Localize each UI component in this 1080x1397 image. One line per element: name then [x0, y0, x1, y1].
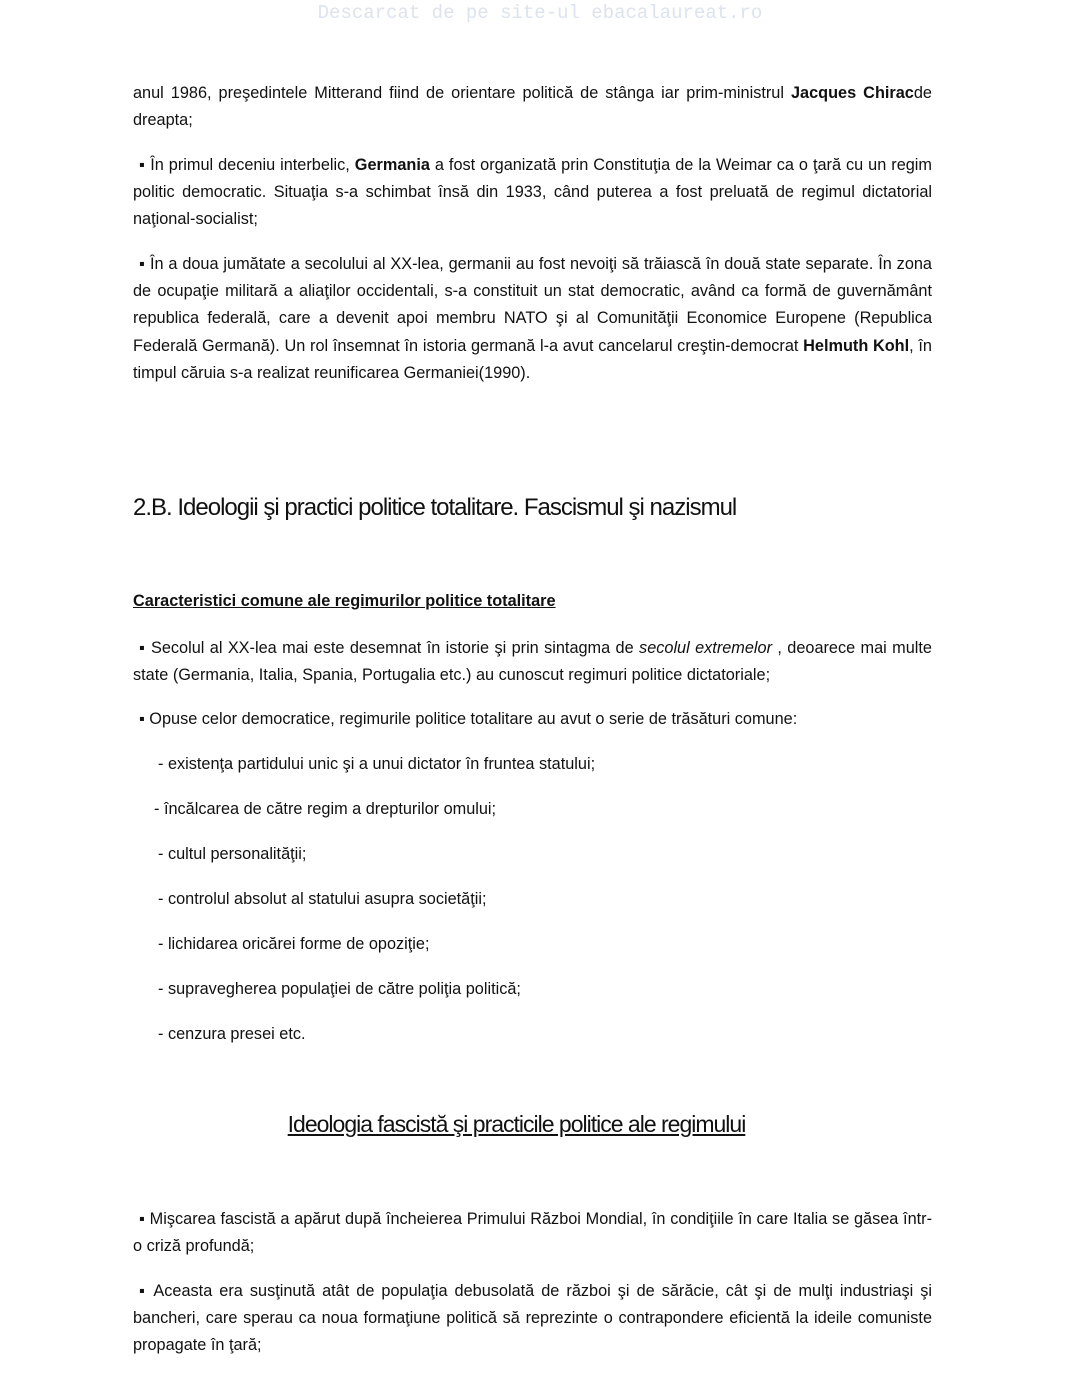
text: ▪ În primul deceniu interbelic, [139, 156, 355, 174]
bold-name: Jacques Chirac [791, 84, 914, 102]
text: ▪ În a doua jumătate a secolului al XX-lea, germanii au fost nevoiţi să trăiască în două state separate. În zona de ocupaţie militară a aliaţilor occidentali, s-a constituit un stat democratic, având ca formă de guvernământ republica federală, care a devenit apoi membru NATO şi al Comunităţii Economice Europene (Republica Federală Germană). Un rol însemnat în istoria germană l-a avut cancelarul creştin-democrat [133, 255, 932, 355]
section-heading: 2.B. Ideologii şi practici politice totalitare. Fascismul şi nazismul [133, 494, 737, 521]
trait-item: - cultul personalităţii; [158, 845, 307, 863]
paragraph-germany-postwar [133, 251, 932, 387]
trait-item: - existenţa partidului unic şi a unui dictator în fruntea statului; [158, 755, 596, 773]
trait-item: - cenzura presei etc. [158, 1025, 306, 1043]
paragraph-support: ▪ Aceasta era susţinută atât de populaţia debusolată de război şi de sărăcie, cât şi de mulţi industriaşi şi bancheri, care sperau ca noua formaţiune politică să reprezinte o contrapondere eficientă la ideile comuniste propagate în ţară; [133, 1282, 932, 1355]
bold-name: Germania [354, 156, 430, 174]
text: , în timpul căruia s-a realizat reunificarea Germaniei(1990). [133, 336, 932, 382]
text: ▪ Secolul al XX-lea mai este desemnat în istorie şi prin sintagma de [139, 639, 640, 657]
text: , deoarece mai multe state (Germania, Italia, Spania, Portugalia etc.) au cunoscut regimuri politice dictatoriale; [133, 639, 932, 685]
subsection-heading: Caracteristici comune ale regimurilor politice totalitare [133, 592, 556, 610]
paragraph-fascist-movement: ▪ Mişcarea fascistă a apărut după încheierea Primului Război Mondial, în condiţiile în care Italia se găsea într-o criză profundă; [133, 1210, 932, 1256]
text: de dreapta; [133, 84, 932, 130]
paragraph-germany-interwar [133, 152, 932, 234]
paragraph-extremes [133, 635, 932, 689]
trait-item: - lichidarea oricărei forme de opoziţie; [158, 935, 430, 953]
text: anul 1986, preşedintele Mitterand fiind de orientare politică de stânga iar prim-ministrul [133, 84, 791, 102]
italic-term: secolul extremelor [639, 639, 773, 657]
trait-item: - controlul absolut al statului asupra societăţii; [158, 890, 487, 908]
fascism-heading: Ideologia fascistă şi practicile politice ale regimului [287, 1111, 746, 1137]
trait-item: - încălcarea de către regim a drepturilor omului; [154, 800, 497, 818]
bold-name: Helmuth Kohl [803, 336, 910, 355]
watermark: Descarcat de pe site-ul ebacalaureat.ro [317, 2, 763, 24]
text: a fost organizată prin Constituţia de la Weimar ca o ţară cu un regim politic democratic. Situaţia s-a schimbat însă din 1933, când puterea a fost preluată de regimul dictatorial naţional-socialist; [133, 156, 932, 229]
trait-item: - supravegherea populaţiei de către poliţia politică; [158, 980, 521, 998]
paragraph-france [133, 80, 932, 134]
paragraph-traits-intro: ▪ Opuse celor democratice, regimurile politice totalitare au avut o serie de trăsături comune: [139, 710, 798, 728]
